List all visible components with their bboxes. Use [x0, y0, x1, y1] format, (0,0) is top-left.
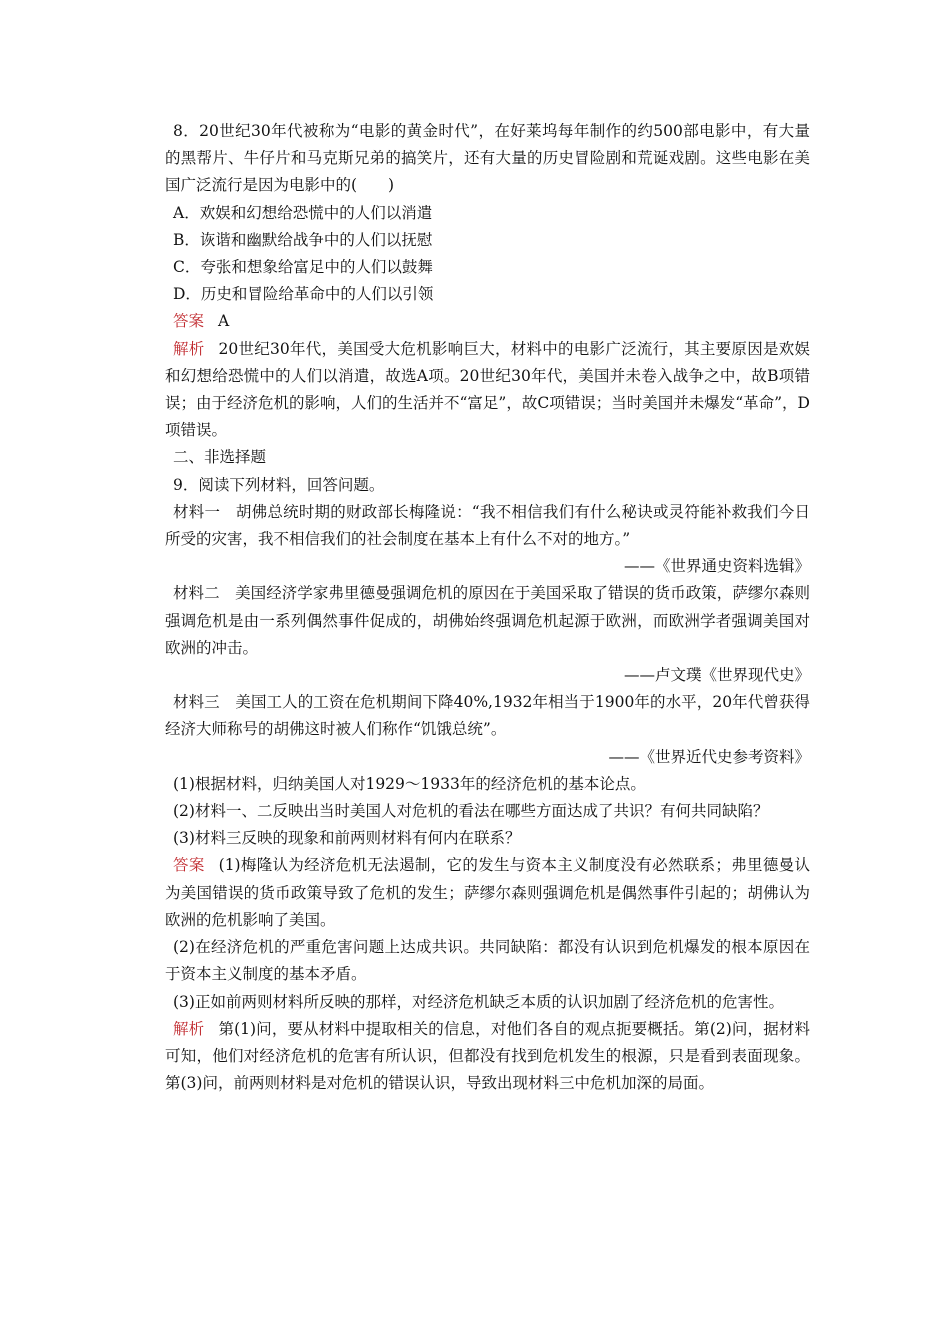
question-8-option-c: C．夸张和想象给富足中的人们以鼓舞: [173, 258, 433, 277]
question-9-answer-3: (3)正如前两则材料所反映的那样，对经济危机缺乏本质的认识加剧了经济危机的危害性。: [173, 992, 784, 1011]
section-heading: 二、非选择题: [173, 448, 267, 467]
question-9-answer-2: (2)在经济危机的严重危害问题上达成共识。共同缺陷：都没有认识到危机爆发的根本原因在于资本主义制度的基本矛盾。: [165, 938, 810, 984]
question-9-sub-2: (2)材料一、二反映出当时美国人对危机的看法在哪些方面达成了共识？有何共同缺陷？: [173, 802, 769, 821]
material-1: 材料一 胡佛总统时期的财政部长梅隆说：“我不相信我们有什么秘诀或灵符能补救我们今日所受的灾害，我不相信我们的社会制度在基本上有什么不对的地方。”: [165, 502, 810, 549]
question-9-analysis: [165, 1016, 810, 1098]
material-2: 材料二 美国经济学家弗里德曼强调危机的原因在于美国采取了错误的货币政策，萨缪尔森则强调危机是由一系列偶然事件促成的，胡佛始终强调危机起源于欧洲，而欧洲学者强调美国对欧洲的冲击。: [165, 584, 810, 657]
question-8-stem: 8．20世纪30年代被称为“电影的黄金时代”，在好莱坞每年制作的约500部电影中，有大量的黑帮片、牛仔片和马克斯兄弟的搞笑片，还有大量的历史冒险剧和荒诞戏剧。这些电影在美国广泛流行是因为电影中的( ): [165, 122, 810, 195]
material-2-source: ——卢文璞《世界现代史》: [623, 666, 810, 685]
question-8-answer: [165, 308, 810, 335]
analysis-label: 解析: [173, 339, 205, 358]
material-3-source: ——《世界近代史参考资料》: [608, 747, 810, 766]
material-3: 材料三 美国工人的工资在危机期间下降40%,1932年相当于1900年的水平，20年代曾获得经济大师称号的胡佛这时被人们称作“饥饿总统”。: [165, 693, 810, 739]
document-content: [165, 118, 810, 1097]
analysis-text: 第(1)问，要从材料中提取相关的信息，对他们各自的观点扼要概括。第(2)问，据材料可知，他们对经济危机的危害有所认识，但都没有找到危机发生的根源，只是看到表面现象。第(3)问，前两则材料是对危机的错误认识，导致出现材料三中危机加深的局面。: [165, 1019, 810, 1093]
analysis-label: 解析: [173, 1019, 205, 1038]
answer-value: A: [218, 312, 230, 331]
question-8-analysis: [165, 336, 810, 445]
question-9-stem: 9．阅读下列材料，回答问题。: [173, 475, 385, 494]
question-8-option-a: A．欢娱和幻想给恐慌中的人们以消遣: [173, 203, 433, 222]
question-9-answer-1: [165, 852, 810, 934]
answer-label: 答案: [173, 312, 205, 331]
question-8-option-d: D．历史和冒险给革命中的人们以引领: [173, 285, 434, 304]
question-9-sub-3: (3)材料三反映的现象和前两则材料有何内在联系？: [173, 829, 521, 848]
analysis-text: 20世纪30年代，美国受大危机影响巨大，材料中的电影广泛流行，其主要原因是欢娱和幻想给恐慌中的人们以消遣，故选A项。20世纪30年代，美国并未卷入战争之中，故B项错误；由于经济危机的影响，人们的生活并不“富足”，故C项错误；当时美国并未爆发“革命”，D项错误。: [165, 339, 810, 440]
question-8-option-b: B．诙谐和幽默给战争中的人们以抚慰: [173, 230, 433, 249]
material-1-source: ——《世界通史资料选辑》: [623, 557, 810, 576]
question-9-sub-1: (1)根据材料，归纳美国人对1929～1933年的经济危机的基本论点。: [173, 774, 646, 793]
answer-label: 答案: [173, 856, 205, 875]
answer-text: (1)梅隆认为经济危机无法遏制，它的发生与资本主义制度没有必然联系；弗里德曼认为美国错误的货币政策导致了危机的发生；萨缪尔森则强调危机是偶然事件引起的；胡佛认为欧洲的危机影响了美国。: [165, 856, 810, 929]
